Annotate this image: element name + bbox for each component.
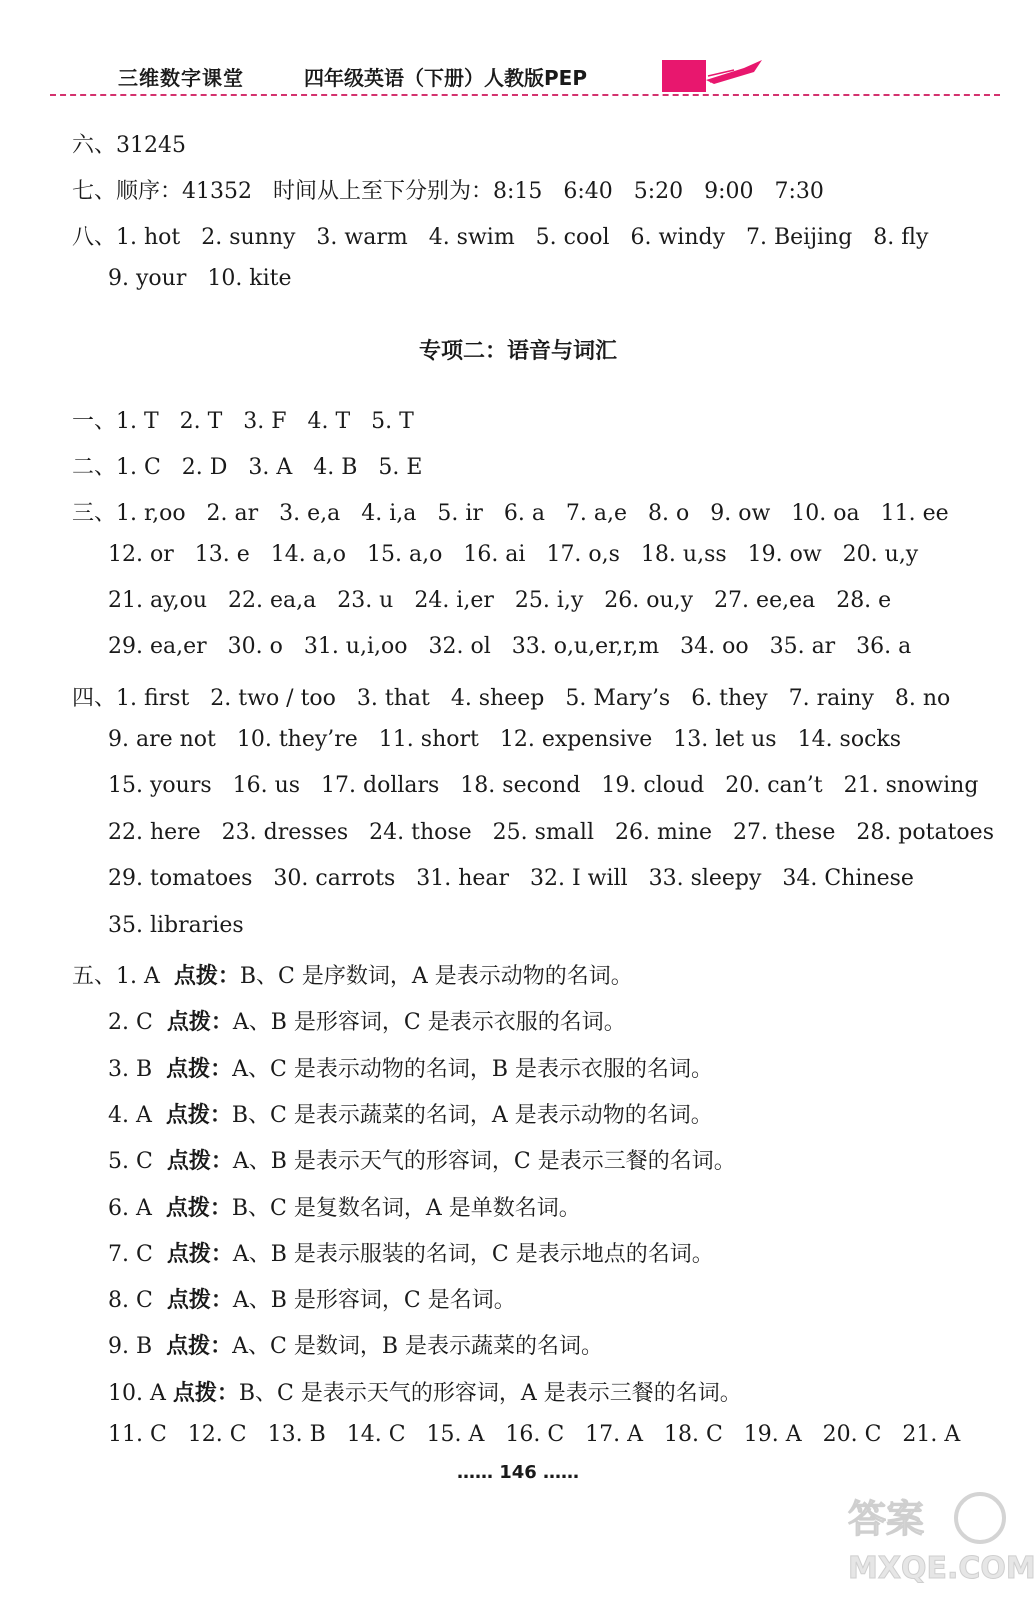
tip-line [108, 1376, 742, 1407]
tip-answer: 8. C [108, 1288, 167, 1313]
answer-line: 八、1. hot 2. sunny 3. warm 4. swim 5. cool 6. windy 7. Beijing 8. fly [72, 225, 929, 250]
answer-line: 22. here 23. dresses 24. those 25. small 26. mine 27. these 28. potatoes [108, 820, 994, 845]
answer-line: 15. yours 16. us 17. dollars 18. second 19. cloud 20. can’t 21. snowing [108, 773, 979, 798]
tip-label: 点拨： [166, 1334, 233, 1359]
answer-line-last: 11. C 12. C 13. B 14. C 15. A 16. C 17. A 18. C 19. A 20. C 21. A [108, 1422, 961, 1447]
tip-label: 点拨： [166, 1288, 233, 1313]
tip-line [108, 1052, 713, 1083]
tip-answer: 9. B [108, 1334, 167, 1359]
tip-label: 点拨： [173, 964, 240, 989]
page-header [0, 0, 1036, 110]
tip-line [108, 1329, 603, 1360]
svg-text:MXQE.COM: MXQE.COM [848, 1551, 1036, 1586]
answer-line: 六、31245 [72, 133, 186, 158]
tip-line [108, 1098, 713, 1129]
answer-line: 35. libraries [108, 913, 244, 938]
tip-answer: 3. B [108, 1057, 167, 1082]
answer-line: 29. tomatoes 30. carrots 31. hear 32. I will 33. sleepy 34. Chinese [108, 866, 914, 891]
tip-label: 点拨： [166, 1242, 233, 1267]
tip-note: B、C 是表示蔬菜的名词，A 是表示动物的名词。 [231, 1103, 713, 1128]
tip-note: B、C 是复数名词，A 是单数名词。 [231, 1196, 581, 1221]
answer-line: 二、1. C 2. D 3. A 4. B 5. E [72, 455, 423, 480]
series-title: 三维数字课堂 [118, 66, 244, 90]
tip-answer: 5. C [108, 1149, 167, 1174]
tip-answer: 4. A [108, 1103, 166, 1128]
tip-line [108, 1144, 736, 1175]
tip-label: 点拨： [166, 1057, 233, 1082]
tip-note: A、B 是表示服装的名词，C 是表示地点的名词。 [232, 1242, 714, 1267]
rocket-icon [704, 58, 768, 88]
tip-note: A、C 是数词，B 是表示蔬菜的名词。 [232, 1334, 604, 1359]
answer-line: 七、顺序：41352 时间从上至下分别为：8:15 6:40 5:20 9:00 7:30 [72, 179, 824, 204]
header-divider [50, 94, 1000, 96]
page-number: …… 146 …… [456, 1462, 580, 1483]
tip-label: 点拨： [166, 1149, 233, 1174]
tip-note: A、B 是形容词，C 是名词。 [232, 1288, 516, 1313]
tip-note: A、B 是表示天气的形容词，C 是表示三餐的名词。 [232, 1149, 736, 1174]
tip-answer: 7. C [108, 1242, 167, 1267]
answer-line: 12. or 13. e 14. a,o 15. a,o 16. ai 17. o,s 18. u,ss 19. ow 20. u,y [108, 542, 919, 567]
tip-note: A、B 是形容词，C 是表示衣服的名词。 [232, 1010, 626, 1035]
answer-line: 9. your 10. kite [108, 266, 292, 291]
answer-line: 四、1. first 2. two / too 3. that 4. sheep 5. Mary’s 6. they 7. rainy 8. no [72, 686, 951, 711]
tip-line [72, 959, 633, 990]
tip-note: B、C 是表示天气的形容词，A 是表示三餐的名词。 [238, 1381, 742, 1406]
answer-line: 9. are not 10. they’re 11. short 12. expensive 13. let us 14. socks [108, 727, 902, 752]
header-pink-block [662, 60, 706, 92]
tip-label: 点拨： [165, 1103, 232, 1128]
tip-answer: 2. C [108, 1010, 167, 1035]
section-title: 专项二：语音与词汇 [418, 339, 617, 364]
tip-label: 点拨： [172, 1381, 239, 1406]
tip-answer: 6. A [108, 1196, 166, 1221]
answer-line: 一、1. T 2. T 3. F 4. T 5. T [72, 409, 414, 434]
answer-line: 21. ay,ou 22. ea,a 23. u 24. i,er 25. i,y 26. ou,y 27. ee,ea 28. e [108, 588, 892, 613]
tip-answer: 10. A [108, 1381, 173, 1406]
watermark-logo [840, 1488, 1036, 1588]
tip-line [108, 1191, 581, 1222]
tip-label: 点拨： [165, 1196, 232, 1221]
book-title: 四年级英语（下册）人教版PEP [304, 66, 587, 90]
tip-answer: 五、1. A [72, 964, 174, 989]
answer-line: 29. ea,er 30. o 31. u,i,oo 32. ol 33. o,u,er,r,m 34. oo 35. ar 36. a [108, 634, 912, 659]
tip-label: 点拨： [166, 1010, 233, 1035]
svg-text:答案: 答案 [848, 1497, 925, 1541]
answer-line: 三、1. r,oo 2. ar 3. e,a 4. i,a 5. ir 6. a 7. a,e 8. o 9. ow 10. oa 11. ee [72, 501, 949, 526]
tip-line [108, 1005, 626, 1036]
tip-note: B、C 是序数词，A 是表示动物的名词。 [239, 964, 633, 989]
tip-note: A、C 是表示动物的名词，B 是表示衣服的名词。 [232, 1057, 714, 1082]
tip-line [108, 1237, 714, 1268]
tip-line [108, 1283, 516, 1314]
